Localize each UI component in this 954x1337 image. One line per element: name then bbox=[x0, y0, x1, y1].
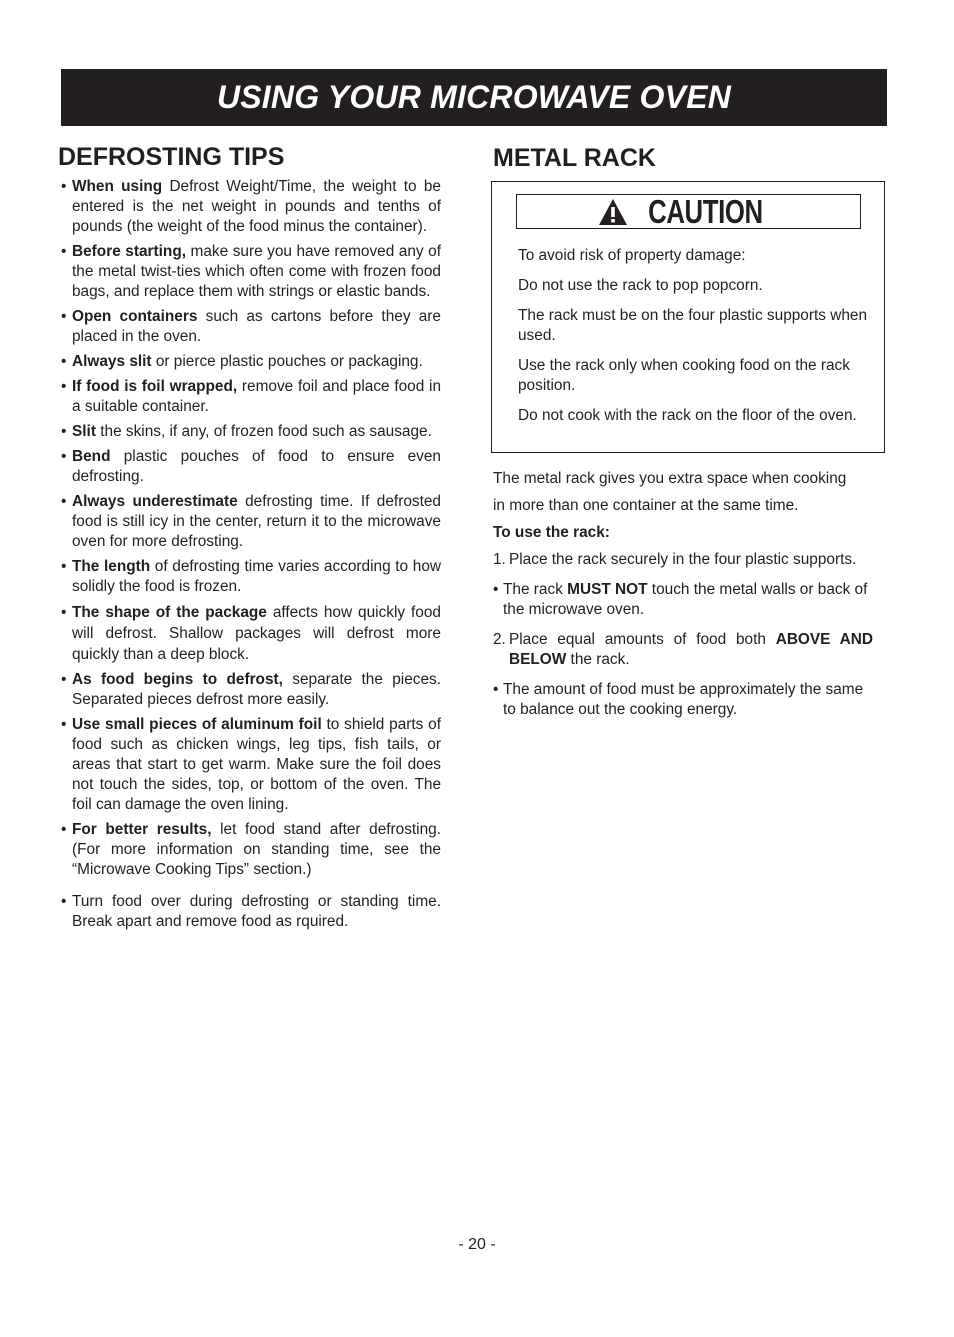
tip-text: plastic pouches of food to ensure even defrosting. bbox=[72, 448, 441, 485]
rack-intro-line-1: The metal rack gives you extra space when cooking bbox=[493, 470, 847, 487]
tip-text: Turn food over during defrosting or standing time. Break apart and remove food as rquired. bbox=[72, 893, 441, 930]
tip-text: or pierce plastic pouches or packaging. bbox=[151, 353, 423, 370]
page-number: - 20 - bbox=[458, 1236, 496, 1253]
to-use-rack-heading: To use the rack: bbox=[493, 524, 610, 541]
caution-line: Do not cook with the rack on the floor of the oven. bbox=[518, 407, 857, 424]
bullet: • bbox=[61, 558, 67, 575]
tip-bold-text: For better results, bbox=[72, 821, 212, 838]
step-text-pre: Place equal amounts of food both bbox=[509, 631, 776, 648]
defrosting-tip bbox=[61, 352, 441, 372]
bullet: • bbox=[61, 308, 67, 325]
caution-line: Do not use the rack to pop popcorn. bbox=[518, 277, 763, 294]
step-text: Place the rack securely in the four plastic supports. bbox=[509, 551, 857, 568]
bullet: • bbox=[61, 178, 67, 195]
defrosting-tip bbox=[61, 602, 441, 665]
rack-step-1 bbox=[493, 550, 873, 570]
note-text: The amount of food must be approximately the same to balance out the cooking energy. bbox=[503, 681, 864, 718]
caution-line: Use the rack only when cooking food on the rack position. bbox=[518, 357, 850, 394]
bullet: • bbox=[493, 681, 499, 698]
tip-text: affects how quickly food will defrost. Shallow packages will defrost more quickly than a deep block. bbox=[72, 604, 441, 663]
tip-text: remove foil and place food in a suitable container. bbox=[72, 378, 442, 415]
rack-step-2 bbox=[493, 630, 873, 670]
tip-text: separate the pieces. Separated pieces defrost more easily. bbox=[72, 671, 441, 708]
defrosting-tip bbox=[61, 242, 441, 302]
warning-icon bbox=[598, 198, 628, 226]
caution-box bbox=[491, 181, 885, 453]
step-text-post: the rack. bbox=[566, 651, 630, 668]
defrosting-tips-heading: DEFROSTING TIPS bbox=[58, 143, 285, 171]
tip-text: make sure you have removed any of the metal twist-ties which often come with frozen food bags, and replace them with strings or elastic bands. bbox=[72, 243, 441, 300]
bullet: • bbox=[61, 716, 67, 733]
defrosting-tip bbox=[61, 377, 441, 417]
page-title: USING YOUR MICROWAVE OVEN bbox=[216, 79, 732, 115]
bullet: • bbox=[493, 581, 499, 598]
step-number: 2. bbox=[493, 631, 506, 648]
bullet: • bbox=[61, 353, 67, 370]
note-text-post: touch the metal walls or back of the microwave oven. bbox=[503, 581, 868, 618]
tip-bold-text: Slit bbox=[72, 423, 96, 440]
header-banner bbox=[61, 69, 887, 126]
bullet: • bbox=[61, 448, 67, 465]
tip-bold-text: Open containers bbox=[72, 308, 198, 325]
caution-line: The rack must be on the four plastic supports when used. bbox=[518, 307, 868, 344]
tip-bold-text: The shape of the package bbox=[72, 604, 267, 621]
bullet: • bbox=[61, 493, 67, 510]
tip-bold-text: When using bbox=[72, 178, 163, 195]
defrosting-tip bbox=[61, 447, 441, 487]
note-text-bold: MUST NOT bbox=[567, 581, 648, 598]
defrosting-tip bbox=[61, 892, 441, 932]
defrosting-tip bbox=[61, 422, 441, 442]
bullet: • bbox=[61, 423, 67, 440]
tip-text: defrosting time. If defrosted food is still icy in the center, return it to the microwave oven for more defrosting. bbox=[72, 493, 441, 550]
rack-intro-line-2: in more than one container at the same time. bbox=[493, 497, 799, 514]
defrosting-tip bbox=[61, 492, 441, 552]
defrosting-tip bbox=[61, 557, 441, 597]
defrosting-tips-list bbox=[61, 177, 441, 937]
tip-text: to shield parts of food such as chicken wings, leg tips, fish tails, or areas that start to get warm. Make sure the foil does not touch the sides, top, or bottom of the oven. The foil can damage the oven lining. bbox=[72, 716, 441, 813]
bullet: • bbox=[61, 821, 67, 838]
tip-bold-text: Use small pieces of aluminum foil bbox=[72, 716, 322, 733]
rack-note-2 bbox=[493, 680, 873, 720]
tip-text: the skins, if any, of frozen food such as sausage. bbox=[95, 423, 432, 440]
tip-text: such as cartons before they are placed in the oven. bbox=[72, 308, 441, 345]
tip-bold-text: Always underestimate bbox=[72, 493, 238, 510]
defrosting-tip bbox=[61, 177, 441, 237]
caution-word: CAUTION bbox=[648, 192, 763, 230]
caution-line: To avoid risk of property damage: bbox=[518, 247, 746, 264]
tip-text: Defrost Weight/Time, the weight to be entered is the net weight in pounds and tenths of pounds (the weight of the food minus the container). bbox=[72, 178, 441, 235]
bullet: • bbox=[61, 243, 67, 260]
tip-bold-text: As food begins to defrost, bbox=[72, 671, 283, 688]
defrosting-tip bbox=[61, 307, 441, 347]
tip-text: let food stand after defrosting. (For more information on standing time, see the “Microwave Cooking Tips” section.) bbox=[72, 821, 441, 878]
metal-rack-body bbox=[493, 469, 873, 730]
caution-lines bbox=[518, 246, 883, 436]
caution-label bbox=[516, 194, 861, 229]
rack-note-1 bbox=[493, 580, 873, 620]
step-text-bold: ABOVE AND BELOW bbox=[509, 631, 874, 668]
tip-text: of defrosting time varies according to how solidly the food is frozen. bbox=[72, 558, 441, 595]
bullet: • bbox=[61, 671, 67, 688]
metal-rack-heading: METAL RACK bbox=[493, 144, 656, 172]
defrosting-tip bbox=[61, 820, 441, 880]
bullet: • bbox=[61, 604, 67, 621]
tip-bold-text: The length bbox=[72, 558, 151, 575]
step-number: 1. bbox=[493, 551, 506, 568]
tip-bold-text: Always slit bbox=[72, 353, 152, 370]
bullet: • bbox=[61, 378, 67, 395]
tip-bold-text: Before starting, bbox=[72, 243, 186, 260]
bullet: • bbox=[61, 893, 67, 910]
defrosting-tip bbox=[61, 715, 441, 815]
note-text-pre: The rack bbox=[503, 581, 568, 598]
defrosting-tip bbox=[61, 670, 441, 710]
tip-bold-text: Bend bbox=[72, 448, 111, 465]
tip-bold-text: If food is foil wrapped, bbox=[72, 378, 238, 395]
